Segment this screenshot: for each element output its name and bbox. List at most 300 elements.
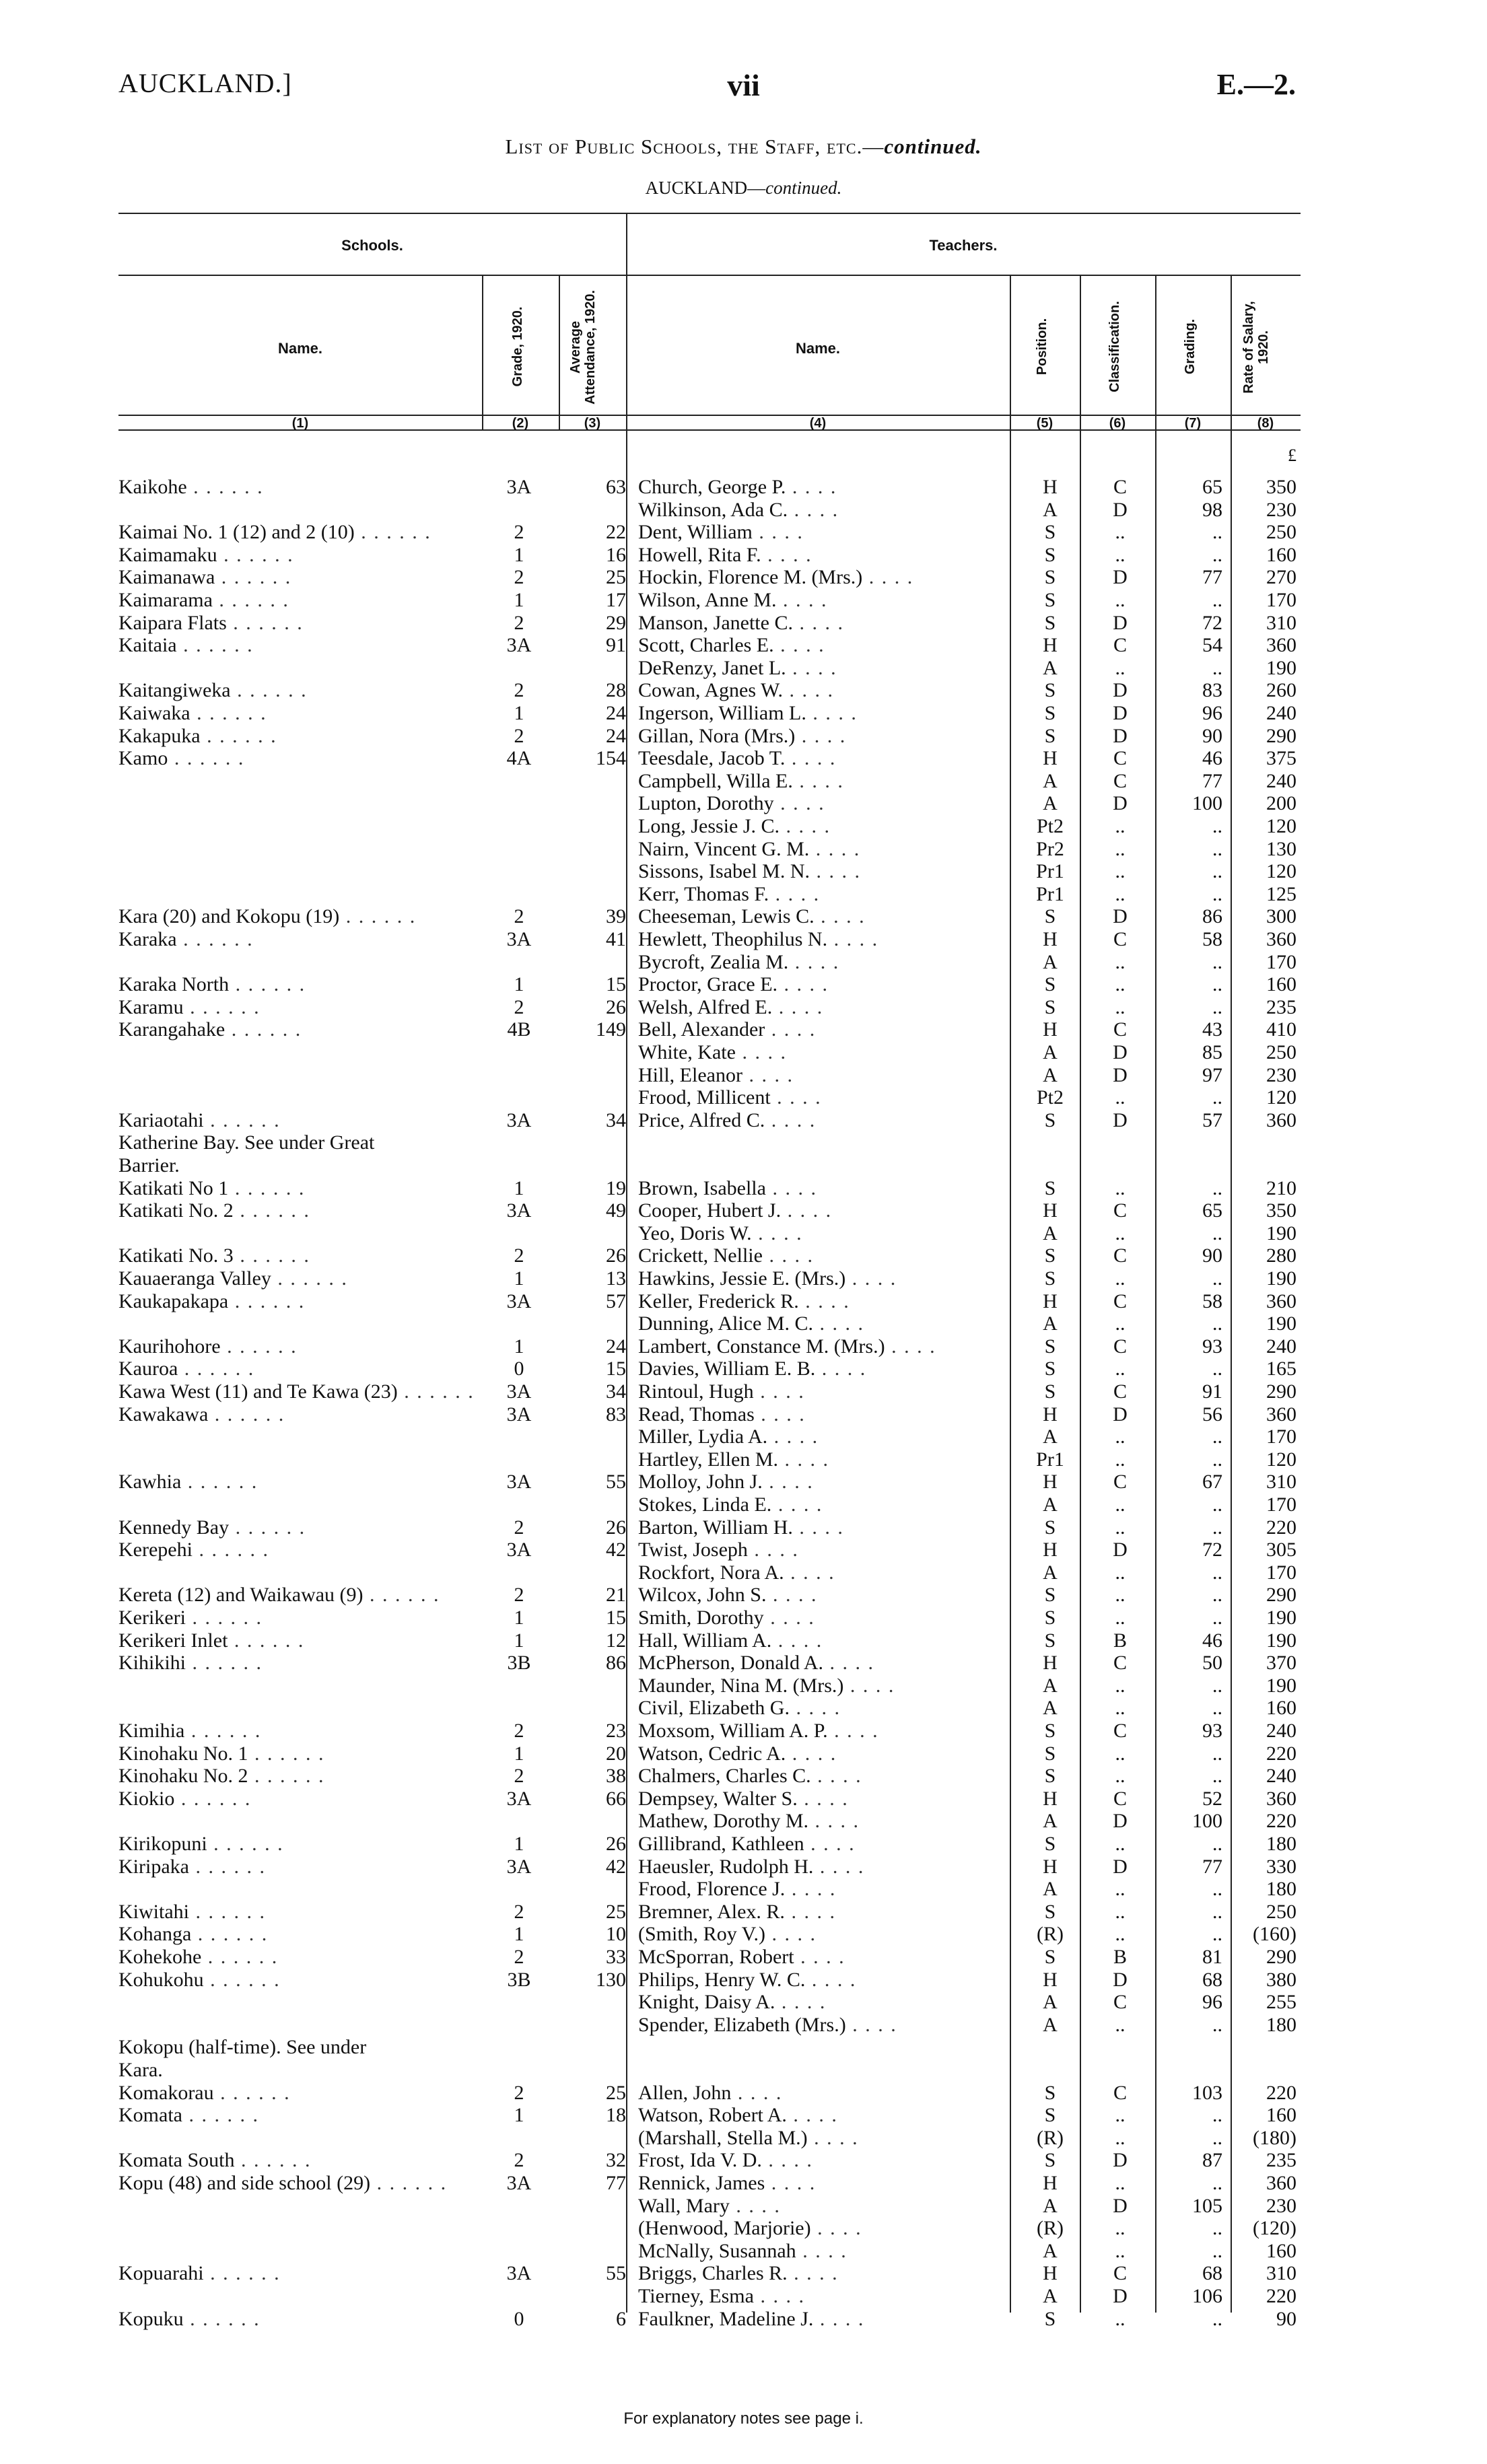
- cell-school: Kopuku . .: [118, 2308, 469, 2331]
- cell-pos: H: [1043, 1787, 1058, 1810]
- cell-sal: 220: [1266, 1742, 1296, 1765]
- cell-teacher: Wilkinson, Ada C. . .: [638, 499, 1015, 522]
- cell-cls: ..: [1115, 589, 1126, 611]
- cell-grd: ..: [1212, 1697, 1222, 1720]
- cell-sal: 350: [1266, 476, 1296, 498]
- cell-grd: ..: [1212, 1267, 1222, 1290]
- cell-teacher: Church, George P. . .: [638, 476, 1015, 499]
- cell-att: 34: [606, 1108, 626, 1131]
- cell-school: Kara.: [118, 2059, 163, 2081]
- cell-sal: 120: [1266, 1086, 1296, 1109]
- cell-pos: H: [1043, 747, 1058, 770]
- cell-grade: 0: [514, 2307, 524, 2330]
- cell-school: Katikati No. 2 . .: [118, 1199, 469, 1222]
- cell-school: Karangahake . .: [118, 1018, 469, 1041]
- cell-grd: 96: [1202, 1991, 1222, 2014]
- cell-teacher: Hawkins, Jessie E. (Mrs.) . .: [638, 1267, 1015, 1290]
- cell-teacher: Davies, William E. B. . .: [638, 1358, 1015, 1380]
- cell-grd: ..: [1212, 2013, 1222, 2036]
- cell-teacher: McNally, Susannah . .: [638, 2240, 1015, 2263]
- cell-grd: ..: [1212, 1923, 1222, 1946]
- cell-grd: ..: [1212, 1878, 1222, 1901]
- cell-att: 25: [606, 2081, 626, 2104]
- cell-grade: 1: [514, 543, 524, 566]
- cell-pos: S: [1044, 905, 1056, 928]
- cell-grade: 3A: [506, 928, 532, 950]
- cell-cls: D: [1113, 2149, 1128, 2172]
- cell-pos: A: [1043, 2285, 1058, 2307]
- cell-pos: H: [1043, 1199, 1058, 1222]
- cell-grd: 65: [1202, 476, 1222, 498]
- cell-school: Kihikihi . .: [118, 1652, 469, 1675]
- cell-att: 26: [606, 1516, 626, 1539]
- col-number-3: (3): [584, 416, 601, 431]
- cell-grade: 3A: [506, 2262, 532, 2285]
- cell-cls: ..: [1115, 2126, 1126, 2149]
- cell-teacher: Hewlett, Theophilus N. . .: [638, 928, 1015, 951]
- cell-grade: 2: [514, 521, 524, 544]
- cell-school: Kawakawa . .: [118, 1403, 469, 1426]
- cell-cls: ..: [1115, 837, 1126, 860]
- cell-grd: ..: [1212, 1674, 1222, 1697]
- cell-att: 23: [606, 1720, 626, 1742]
- cell-cls: D: [1113, 611, 1128, 634]
- cell-sal: 200: [1266, 792, 1296, 815]
- cell-cls: ..: [1115, 2307, 1126, 2330]
- cell-grd: 56: [1202, 1403, 1222, 1425]
- cell-grd: 72: [1202, 611, 1222, 634]
- cell-att: 25: [606, 1900, 626, 1923]
- cell-grade: 3A: [506, 1403, 532, 1425]
- cell-school: Kaiwaka . .: [118, 702, 469, 725]
- cell-att: 20: [606, 1742, 626, 1765]
- cell-att: 77: [606, 2172, 626, 2194]
- cell-sal: 220: [1266, 1810, 1296, 1833]
- cell-cls: B: [1113, 1946, 1127, 1968]
- cell-school: Kaimamaku . .: [118, 544, 469, 567]
- cell-grd: 103: [1192, 2081, 1222, 2104]
- cell-grd: 77: [1202, 566, 1222, 589]
- cell-grd: 43: [1202, 1018, 1222, 1041]
- cell-grd: 100: [1192, 1810, 1222, 1833]
- cell-cls: ..: [1115, 521, 1126, 544]
- cell-school: Kauaeranga Valley . .: [118, 1267, 469, 1290]
- cell-pos: (R): [1037, 2126, 1064, 2149]
- col-number-5: (5): [1036, 416, 1053, 431]
- col-number-2: (2): [512, 416, 529, 431]
- cell-pos: A: [1043, 1041, 1058, 1063]
- cell-teacher: Bell, Alexander . .: [638, 1018, 1015, 1041]
- cell-grd: ..: [1212, 1448, 1222, 1471]
- cell-cls: C: [1113, 476, 1127, 498]
- col-number-7: (7): [1184, 416, 1202, 431]
- cell-att: 91: [606, 634, 626, 657]
- cell-teacher: Spender, Elizabeth (Mrs.) . .: [638, 2014, 1015, 2037]
- cell-sal: 160: [1266, 2104, 1296, 2127]
- cell-pos: S: [1044, 995, 1056, 1018]
- running-header-right: E.—2.: [1216, 68, 1296, 101]
- cell-sal: 170: [1266, 1561, 1296, 1584]
- cell-grd: ..: [1212, 995, 1222, 1018]
- cell-school: Karaka North . .: [118, 973, 469, 996]
- cell-teacher: Cooper, Hubert J. . .: [638, 1199, 1015, 1222]
- cell-sal: 410: [1266, 1018, 1296, 1041]
- cell-cls: ..: [1115, 1561, 1126, 1584]
- page-number: vii: [727, 68, 760, 102]
- cell-grd: 68: [1202, 1968, 1222, 1991]
- cell-pos: A: [1043, 1697, 1058, 1720]
- cell-sal: 130: [1266, 837, 1296, 860]
- cell-grade: 2: [514, 1584, 524, 1607]
- cell-att: 10: [606, 1923, 626, 1946]
- cell-cls: ..: [1115, 973, 1126, 996]
- cell-grade: 3A: [506, 1539, 532, 1561]
- cell-pos: S: [1044, 1742, 1056, 1765]
- col-header-classification: Classification.: [1107, 301, 1122, 392]
- cell-sal: 170: [1266, 1493, 1296, 1516]
- cell-att: 24: [606, 702, 626, 724]
- cell-cls: D: [1113, 2194, 1128, 2217]
- cell-grd: 90: [1202, 724, 1222, 747]
- cell-teacher: Allen, John . .: [638, 2082, 1015, 2105]
- cell-att: 32: [606, 2149, 626, 2172]
- cell-pos: (R): [1037, 1923, 1064, 1946]
- cell-teacher: Proctor, Grace E. . .: [638, 973, 1015, 996]
- running-header-left: AUCKLAND.]: [118, 68, 292, 98]
- cell-pos: A: [1043, 1991, 1058, 2014]
- cell-grd: 93: [1202, 1720, 1222, 1742]
- cell-pos: S: [1044, 611, 1056, 634]
- col-number-8: (8): [1257, 416, 1274, 431]
- cell-sal: 180: [1266, 1833, 1296, 1855]
- cell-grd: ..: [1212, 2104, 1222, 2127]
- cell-grd: 97: [1202, 1063, 1222, 1086]
- cell-grd: ..: [1212, 656, 1222, 679]
- cell-grade: 1: [514, 589, 524, 611]
- cell-pos: S: [1044, 566, 1056, 589]
- cell-att: 83: [606, 1403, 626, 1425]
- cell-cls: ..: [1115, 995, 1126, 1018]
- cell-grd: 83: [1202, 679, 1222, 702]
- cell-pos: A: [1043, 2013, 1058, 2036]
- cell-grd: ..: [1212, 950, 1222, 973]
- cell-cls: D: [1113, 1041, 1128, 1063]
- cell-grd: 91: [1202, 1380, 1222, 1403]
- cell-grade: 1: [514, 2104, 524, 2127]
- cell-att: 41: [606, 928, 626, 950]
- cell-sal: 370: [1266, 1652, 1296, 1675]
- cell-pos: S: [1044, 2104, 1056, 2127]
- cell-cls: ..: [1115, 1607, 1126, 1629]
- cell-grade: 2: [514, 679, 524, 702]
- cell-att: 19: [606, 1176, 626, 1199]
- cell-pos: S: [1044, 1584, 1056, 1607]
- cell-grade: 3A: [506, 1108, 532, 1131]
- cell-pos: A: [1043, 1674, 1058, 1697]
- cell-sal: 270: [1266, 566, 1296, 589]
- cell-pos: H: [1043, 1018, 1058, 1041]
- cell-sal: 360: [1266, 928, 1296, 950]
- cell-att: 86: [606, 1652, 626, 1675]
- cell-pos: H: [1043, 2262, 1058, 2285]
- cell-pos: S: [1044, 1629, 1056, 1652]
- cell-sal: 235: [1266, 2149, 1296, 2172]
- cell-att: 34: [606, 1380, 626, 1403]
- cell-att: 22: [606, 521, 626, 544]
- cell-grd: ..: [1212, 1176, 1222, 1199]
- cell-grd: ..: [1212, 2239, 1222, 2262]
- cell-cls: D: [1113, 1810, 1128, 1833]
- cell-pos: S: [1044, 2149, 1056, 2172]
- cell-cls: D: [1113, 1968, 1128, 1991]
- cell-school: Kaitaia . .: [118, 634, 469, 657]
- cell-teacher: Rintoul, Hugh . .: [638, 1380, 1015, 1403]
- cell-teacher: Welsh, Alfred E. . .: [638, 996, 1015, 1019]
- cell-grd: 77: [1202, 1855, 1222, 1878]
- cell-teacher: Keller, Frederick R. . .: [638, 1290, 1015, 1313]
- cell-grd: ..: [1212, 543, 1222, 566]
- cell-grade: 2: [514, 1946, 524, 1968]
- cell-cls: ..: [1115, 656, 1126, 679]
- cell-grd: 85: [1202, 1041, 1222, 1063]
- cell-sal: (120): [1253, 2217, 1296, 2240]
- cell-teacher: Maunder, Nina M. (Mrs.) . .: [638, 1675, 1015, 1697]
- cell-sal: 310: [1266, 2262, 1296, 2285]
- cell-teacher: Stokes, Linda E. . .: [638, 1493, 1015, 1516]
- cell-sal: 290: [1266, 1946, 1296, 1968]
- cell-grd: ..: [1212, 589, 1222, 611]
- cell-sal: 125: [1266, 882, 1296, 905]
- cell-cls: ..: [1115, 815, 1126, 837]
- cell-grd: 72: [1202, 1539, 1222, 1561]
- cell-cls: ..: [1115, 1900, 1126, 1923]
- cell-sal: (160): [1253, 1923, 1296, 1946]
- cell-pos: S: [1044, 702, 1056, 724]
- cell-sal: 235: [1266, 995, 1296, 1018]
- cell-pos: A: [1043, 1561, 1058, 1584]
- cell-pos: A: [1043, 1425, 1058, 1448]
- cell-school: Kawhia . .: [118, 1471, 469, 1493]
- cell-school: Kereta (12) and Waikawau (9) . .: [118, 1584, 469, 1607]
- cell-grd: 86: [1202, 905, 1222, 928]
- cell-grd: ..: [1212, 1516, 1222, 1539]
- cell-teacher: Frood, Millicent . .: [638, 1086, 1015, 1109]
- cell-school: Kaimai No. 1 (12) and 2 (10) . .: [118, 521, 469, 544]
- cell-att: 154: [596, 747, 626, 770]
- cell-cls: C: [1113, 769, 1127, 792]
- cell-teacher: Nairn, Vincent G. M. . .: [638, 838, 1015, 861]
- cell-teacher: Read, Thomas . .: [638, 1403, 1015, 1426]
- cell-teacher: McSporran, Robert . .: [638, 1946, 1015, 1969]
- cell-pos: S: [1044, 1900, 1056, 1923]
- cell-teacher: Rennick, James . .: [638, 2172, 1015, 2195]
- cell-school: Karamu . .: [118, 996, 469, 1019]
- cell-teacher: Molloy, John J. . .: [638, 1471, 1015, 1493]
- cell-cls: ..: [1115, 1312, 1126, 1335]
- page-title-main: List of Public Schools, the Staff, etc.—: [505, 135, 885, 158]
- cell-att: 28: [606, 679, 626, 702]
- cell-grade: 2: [514, 566, 524, 589]
- cell-teacher: Long, Jessie J. C. . .: [638, 815, 1015, 838]
- cell-grade: 2: [514, 1900, 524, 1923]
- cell-cls: D: [1113, 1403, 1128, 1425]
- cell-pos: H: [1043, 476, 1058, 498]
- cell-pos: A: [1043, 769, 1058, 792]
- cell-cls: ..: [1115, 1176, 1126, 1199]
- cell-teacher: Brown, Isabella . .: [638, 1177, 1015, 1200]
- cell-sal: 310: [1266, 611, 1296, 634]
- cell-cls: C: [1113, 928, 1127, 950]
- cell-cls: C: [1113, 1652, 1127, 1675]
- cell-grd: ..: [1212, 1561, 1222, 1584]
- rule-group: [118, 275, 1301, 276]
- cell-att: 17: [606, 589, 626, 611]
- col-number-4: (4): [809, 416, 827, 431]
- cell-grd: 87: [1202, 2149, 1222, 2172]
- cell-school: Kawa West (11) and Te Kawa (23) . .: [118, 1380, 469, 1403]
- cell-school: Kaimarama . .: [118, 589, 469, 612]
- cell-school: Katikati No 1 . .: [118, 1177, 469, 1200]
- cell-teacher: Wall, Mary . .: [638, 2195, 1015, 2218]
- cell-grd: ..: [1212, 1358, 1222, 1380]
- col-number-1: (1): [291, 416, 309, 431]
- cell-cls: ..: [1115, 2239, 1126, 2262]
- cell-grd: ..: [1212, 1607, 1222, 1629]
- cell-grade: 2: [514, 1516, 524, 1539]
- cell-school: Kauroa . .: [118, 1358, 469, 1380]
- cell-grd: ..: [1212, 2172, 1222, 2194]
- cell-grd: 57: [1202, 1108, 1222, 1131]
- cell-sal: (180): [1253, 2126, 1296, 2149]
- cell-grd: ..: [1212, 882, 1222, 905]
- cell-cls: ..: [1115, 950, 1126, 973]
- cell-grade: 4B: [507, 1018, 531, 1041]
- cell-att: 24: [606, 724, 626, 747]
- cell-teacher: Frood, Florence J. . .: [638, 1878, 1015, 1901]
- cell-teacher: Miller, Lydia A. . .: [638, 1425, 1015, 1448]
- cell-att: 42: [606, 1855, 626, 1878]
- cell-sal: 190: [1266, 1607, 1296, 1629]
- cell-pos: S: [1044, 543, 1056, 566]
- cell-pos: A: [1043, 1878, 1058, 1901]
- cell-grd: 58: [1202, 928, 1222, 950]
- currency-symbol: £: [1288, 446, 1296, 465]
- cell-sal: 120: [1266, 1448, 1296, 1471]
- col-header-school-name: Name.: [277, 340, 323, 357]
- cell-grd: 67: [1202, 1471, 1222, 1493]
- cell-pos: Pt2: [1036, 815, 1064, 837]
- cell-grade: 3A: [506, 1471, 532, 1493]
- cell-cls: C: [1113, 1244, 1127, 1267]
- cell-pos: S: [1044, 1267, 1056, 1290]
- cell-grade: 3A: [506, 476, 532, 498]
- group-header-teachers: Teachers.: [929, 237, 998, 254]
- page-subtitle: [0, 178, 1487, 199]
- cell-teacher: Wilson, Anne M. . .: [638, 589, 1015, 612]
- cell-att: 33: [606, 1946, 626, 1968]
- rule-col-8: [1231, 275, 1232, 2313]
- cell-att: 25: [606, 566, 626, 589]
- cell-teacher: Hall, William A. . .: [638, 1629, 1015, 1652]
- cell-school: Komata . .: [118, 2104, 469, 2127]
- cell-teacher: Frost, Ida V. D. . .: [638, 2149, 1015, 2172]
- cell-teacher: Haeusler, Rudolph H. . .: [638, 1856, 1015, 1878]
- cell-pos: S: [1044, 1380, 1056, 1403]
- cell-cls: C: [1113, 1335, 1127, 1358]
- cell-cls: D: [1113, 792, 1128, 815]
- cell-school: Kaikohe . .: [118, 476, 469, 499]
- cell-pos: A: [1043, 2239, 1058, 2262]
- cell-teacher: Howell, Rita F. . .: [638, 544, 1015, 567]
- cell-grd: 77: [1202, 769, 1222, 792]
- cell-pos: (R): [1037, 2217, 1064, 2240]
- cell-grd: ..: [1212, 860, 1222, 883]
- cell-grade: 1: [514, 1176, 524, 1199]
- cell-school: Kerepehi . .: [118, 1539, 469, 1561]
- cell-sal: 240: [1266, 1720, 1296, 1742]
- cell-school: Kinohaku No. 1 . .: [118, 1743, 469, 1765]
- cell-school: Komakorau . .: [118, 2082, 469, 2105]
- cell-cls: ..: [1115, 1833, 1126, 1855]
- cell-teacher: Campbell, Willa E. . .: [638, 770, 1015, 793]
- cell-att: 15: [606, 1607, 626, 1629]
- cell-pos: S: [1044, 973, 1056, 996]
- cell-school: Kohekohe . .: [118, 1946, 469, 1969]
- cell-teacher: Wilcox, John S. . .: [638, 1584, 1015, 1607]
- cell-sal: 170: [1266, 950, 1296, 973]
- cell-sal: 350: [1266, 1199, 1296, 1222]
- cell-att: 55: [606, 1471, 626, 1493]
- cell-teacher: Watson, Cedric A. . .: [638, 1743, 1015, 1765]
- cell-grade: 2: [514, 2149, 524, 2172]
- cell-cls: D: [1113, 1855, 1128, 1878]
- cell-school: Kiokio . .: [118, 1788, 469, 1810]
- cell-teacher: Knight, Daisy A. . .: [638, 1991, 1015, 2014]
- cell-teacher: (Smith, Roy V.) . .: [638, 1923, 1015, 1946]
- cell-pos: S: [1044, 2307, 1056, 2330]
- cell-grade: 1: [514, 1607, 524, 1629]
- cell-school: Kopu (48) and side school (29) . .: [118, 2172, 469, 2195]
- cell-grade: 1: [514, 973, 524, 996]
- cell-school: Kiripaka . .: [118, 1856, 469, 1878]
- cell-grd: ..: [1212, 815, 1222, 837]
- cell-school: Kaitangiweka . .: [118, 679, 469, 702]
- cell-grade: 2: [514, 611, 524, 634]
- rule-col-2: [482, 275, 483, 429]
- cell-cls: ..: [1115, 1222, 1126, 1244]
- cell-pos: S: [1044, 1833, 1056, 1855]
- cell-teacher: Moxsom, William A. P. . .: [638, 1720, 1015, 1743]
- cell-cls: C: [1113, 1290, 1127, 1312]
- cell-grd: 54: [1202, 634, 1222, 657]
- cell-pos: S: [1044, 1335, 1056, 1358]
- cell-teacher: Ingerson, William L. . .: [638, 702, 1015, 725]
- cell-teacher: Dempsey, Walter S. . .: [638, 1788, 1015, 1810]
- cell-att: 12: [606, 1629, 626, 1652]
- cell-sal: 160: [1266, 543, 1296, 566]
- cell-att: 149: [596, 1018, 626, 1041]
- cell-cls: ..: [1115, 1425, 1126, 1448]
- cell-teacher: Rockfort, Nora A. . .: [638, 1561, 1015, 1584]
- cell-grade: 3B: [507, 1652, 531, 1675]
- cell-grd: 46: [1202, 747, 1222, 770]
- cell-grd: 50: [1202, 1652, 1222, 1675]
- cell-att: 16: [606, 543, 626, 566]
- cell-teacher: Chalmers, Charles C. . .: [638, 1765, 1015, 1788]
- cell-att: 49: [606, 1199, 626, 1222]
- cell-grade: 3A: [506, 2172, 532, 2194]
- page-subtitle-main: AUCKLAND—: [645, 178, 766, 198]
